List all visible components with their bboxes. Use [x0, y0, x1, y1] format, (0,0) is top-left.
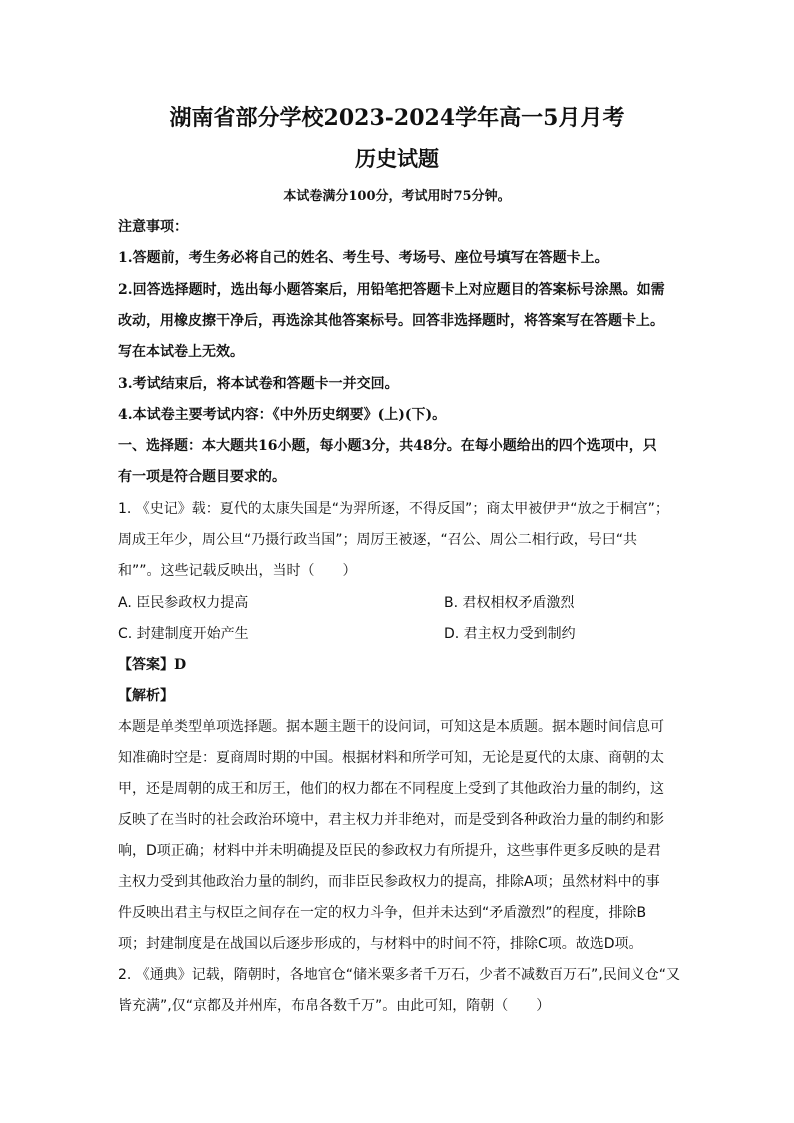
section-heading-line-1: 一、选择题：本大题共16小题，每小题3分，共48分。在每小题给出的四个选项中，只 — [118, 438, 657, 454]
note-4: 4.本试卷主要考试内容：《中外历史纲要》(上)(下)。 — [118, 407, 447, 423]
exam-title: 湖南省部分学校2023-2024学年高一5月月考 — [169, 105, 625, 131]
q1-analysis-line-6: 主权力受到其他政治力量的制约，而非臣民参政权力的提高，排除A项；虽然材料中的事 — [118, 874, 660, 890]
q1-analysis-line-3: 甲，还是周朝的成王和厉王，他们的权力都在不同程度上受到了其他政治力量的制约，这 — [118, 781, 664, 797]
q1-stem-line-1: 1. 《史记》载：夏代的太康失国是“为羿所逐，不得反国”；商太甲被伊尹“放之于桐宫”； — [118, 501, 669, 517]
q2-stem-line-1: 2. 《通典》记载，隋朝时，各地官仓“储米粟多者千万石，少者不减数百万石”,民间义仓“又 — [118, 967, 681, 983]
note-2-line-3: 写在本试卷上无效。 — [118, 344, 244, 360]
note-2-line-1: 2.回答选择题时，选出每小题答案后，用铅笔把答题卡上对应题目的答案标号涂黑。如需 — [118, 282, 665, 298]
q1-analysis-heading: 【解析】 — [118, 688, 174, 704]
q1-stem-line-2: 周成王年少，周公旦“乃摄行政当国”；周厉王被逐，“召公、周公二相行政，号曰“共 — [118, 532, 638, 548]
exam-subtitle: 历史试题 — [355, 146, 439, 171]
notes-heading: 注意事项： — [118, 219, 188, 235]
q2-stem-line-2: 皆充满”,仅“京都及并州库，布帛各数千万”。由此可知，隋朝（ ） — [118, 998, 551, 1014]
note-2-line-2: 改动，用橡皮擦干净后，再选涂其他答案标号。回答非选择题时，将答案写在答题卡上。 — [118, 313, 664, 329]
q1-answer: 【答案】D — [118, 657, 187, 673]
q1-option-d: D. 君主权力受到制约 — [444, 626, 576, 642]
q1-option-a: A. 臣民参政权力提高 — [118, 595, 249, 611]
note-1: 1.答题前，考生务必将自己的姓名、考生号、考场号、座位号填写在答题卡上。 — [118, 250, 609, 266]
q1-option-b: B. 君权相权矛盾激烈 — [444, 595, 575, 611]
q1-analysis-line-7: 件反映出君主与权臣之间存在一定的权力斗争，但并未达到“矛盾激烈”的程度，排除B — [118, 905, 647, 921]
q1-analysis-line-1: 本题是单类型单项选择题。据本题主题干的设问词，可知这是本质题。据本题时间信息可 — [118, 719, 664, 735]
q1-analysis-line-4: 反映了在当时的社会政治环境中，君主权力并非绝对，而是受到各种政治力量的制约和影 — [118, 812, 664, 828]
q1-stem-line-3: 和””。这些记载反映出，当时（ ） — [118, 563, 357, 579]
q1-analysis-line-5: 响，D项正确；材料中并未明确提及臣民的参政权力有所提升，这些事件更多反映的是君 — [118, 843, 661, 859]
q1-analysis-line-8: 项；封建制度是在战国以后逐步形成的，与材料中的时间不符，排除C项。故选D项。 — [118, 936, 643, 952]
q1-option-c: C. 封建制度开始产生 — [118, 626, 249, 642]
section-heading-line-2: 有一项是符合题目要求的。 — [118, 469, 286, 485]
note-3: 3.考试结束后，将本试卷和答题卡一并交回。 — [118, 376, 399, 392]
q1-analysis-line-2: 知准确时空是：夏商周时期的中国。根据材料和所学可知，无论是夏代的太康、商朝的太 — [118, 750, 664, 766]
score-info: 本试卷满分100分，考试用时75分钟。 — [283, 189, 511, 204]
